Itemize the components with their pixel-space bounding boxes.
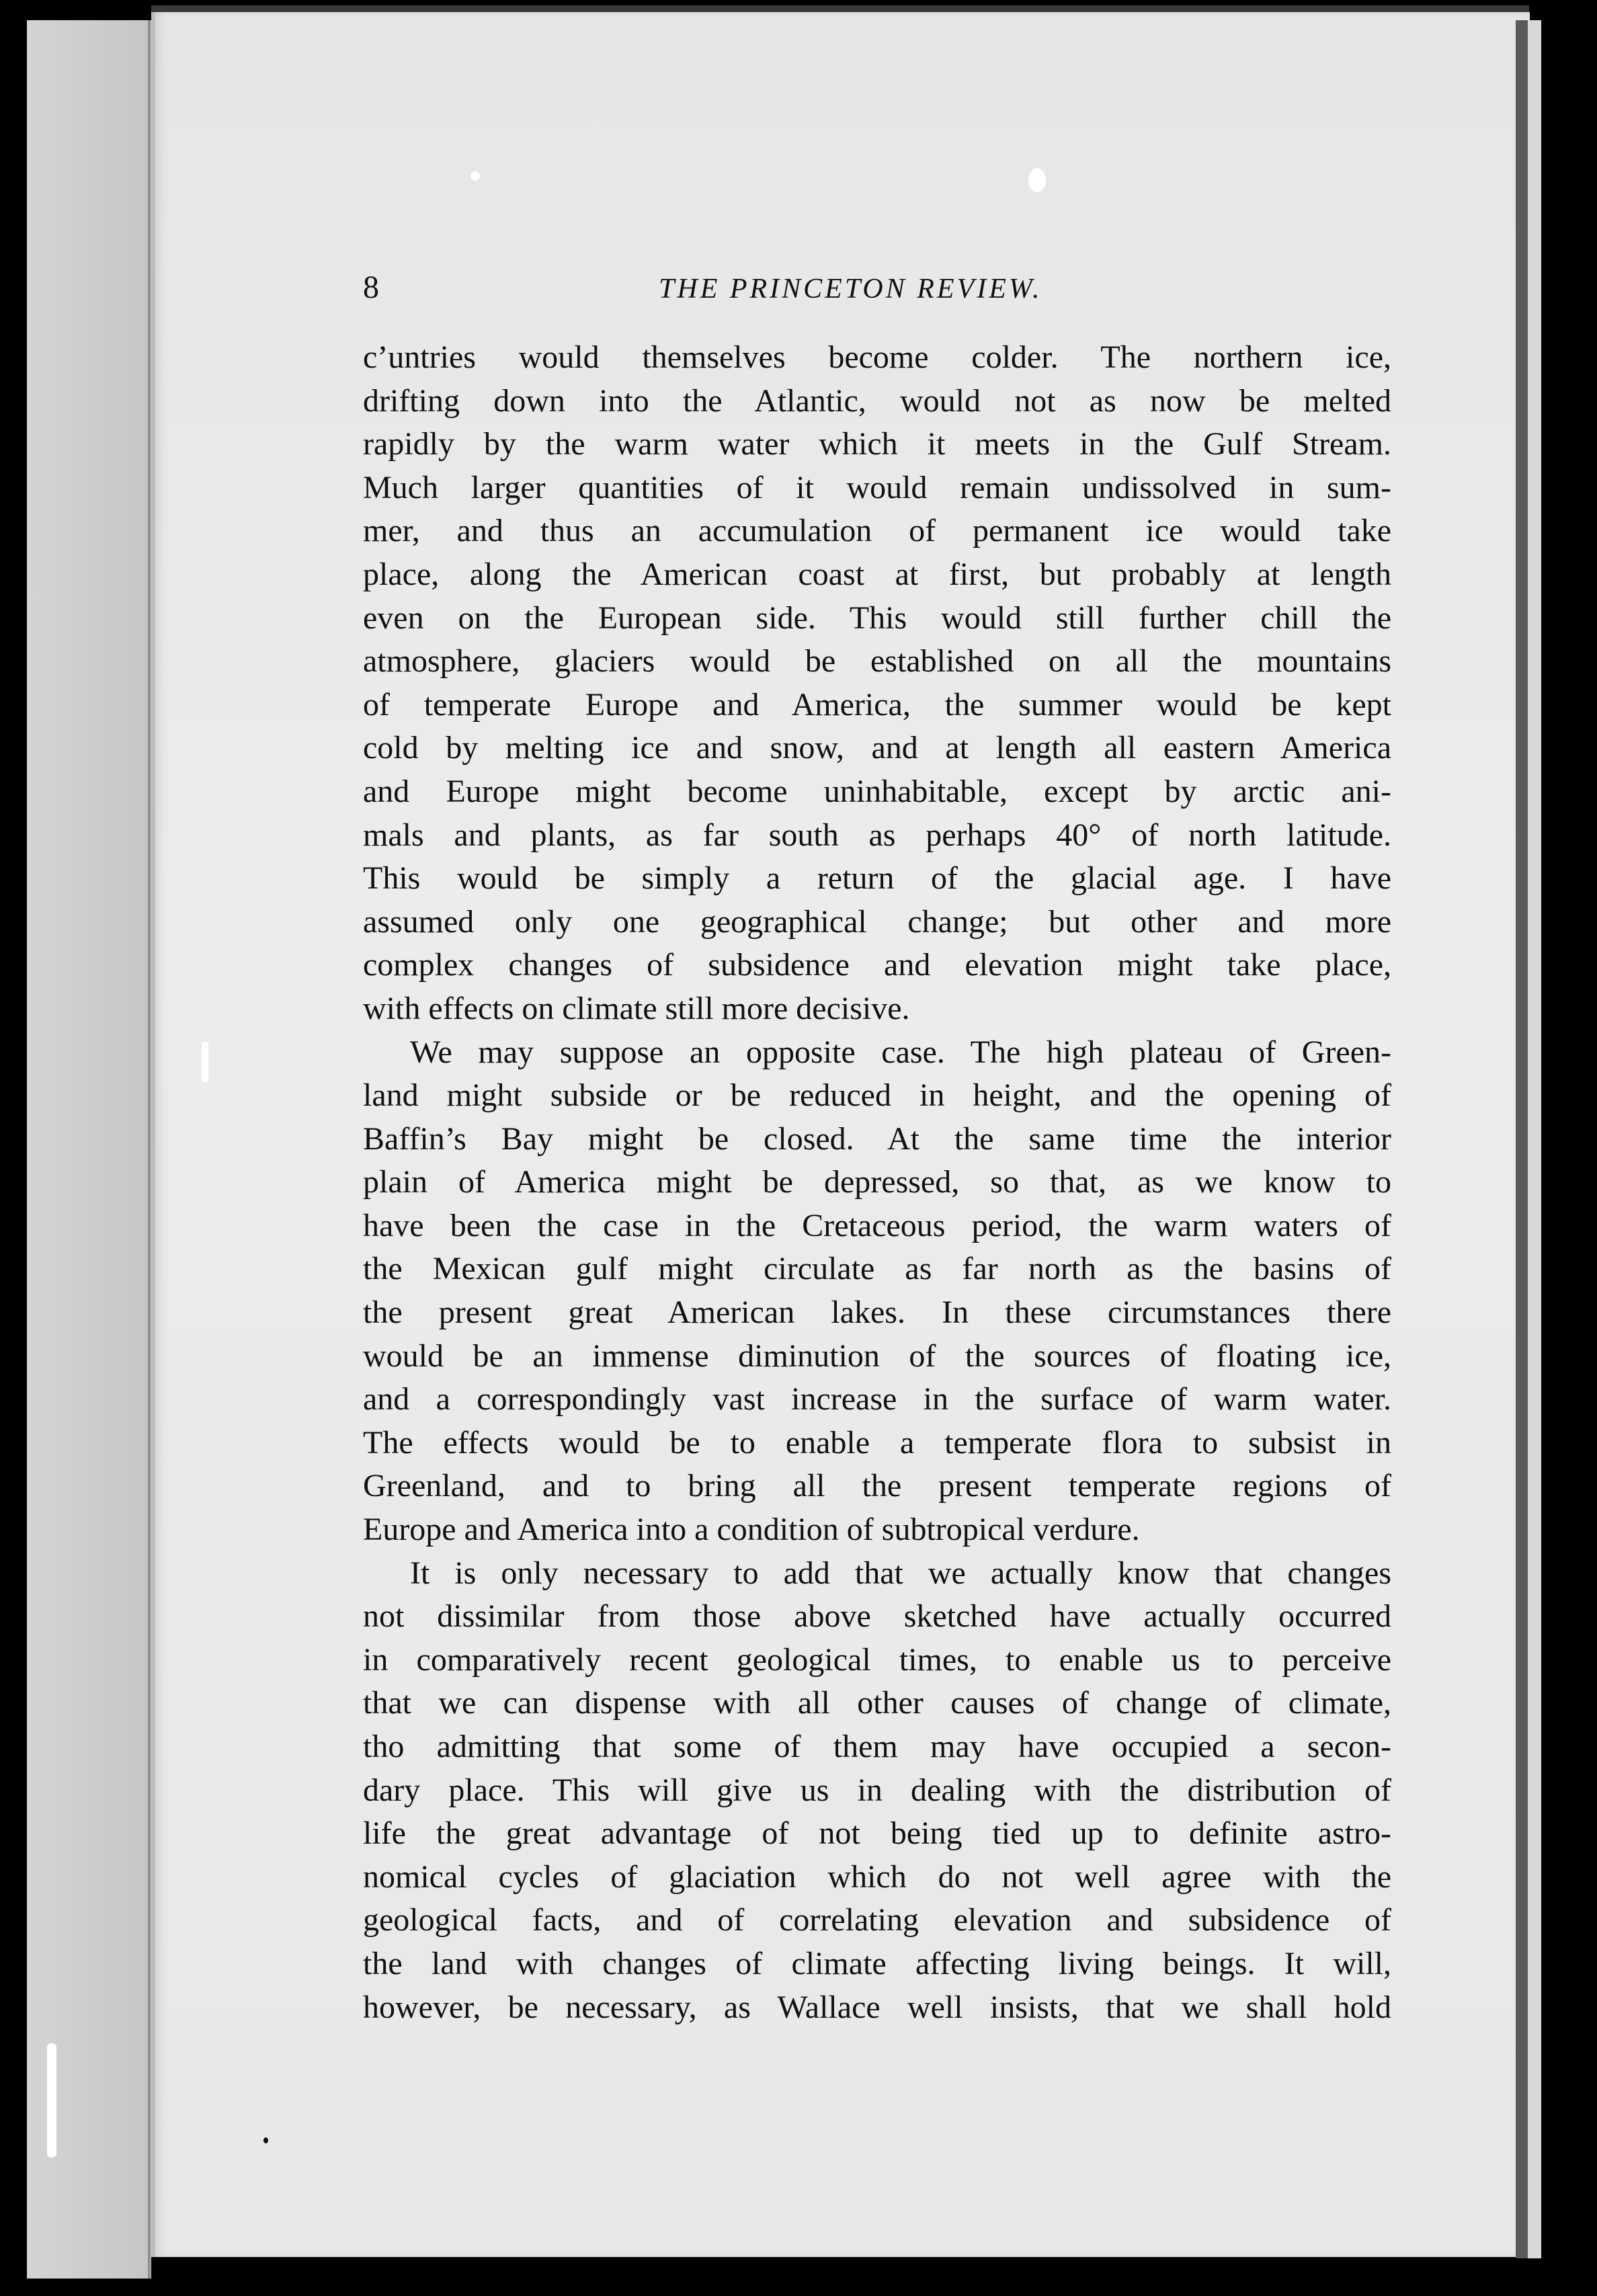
scan-artifact xyxy=(202,1042,208,1082)
text-line: rapidly by the warm water which it meets in the Gulf Stream. xyxy=(363,426,1391,462)
text-line: plain of America might be depressed, so that, as we know to xyxy=(363,1164,1391,1200)
text-line: nomical cycles of glaciation which do not well agree with the xyxy=(363,1858,1391,1895)
text-line: This would be simply a return of the glacial age. I have xyxy=(363,860,1391,897)
text-line: Greenland, and to bring all the present temperate regions of xyxy=(363,1468,1391,1504)
text-line: geological facts, and of correlating elevation and subsidence of xyxy=(363,1902,1391,1938)
text-line: c’untries would themselves become colder. The northern ice, xyxy=(363,339,1391,375)
text-line: the present great American lakes. In these circumstances there xyxy=(363,1295,1391,1331)
text-line: the Mexican gulf might circulate as far north as the basins of xyxy=(363,1251,1391,1287)
next-page-edge xyxy=(1528,20,1541,2258)
text-line: with effects on climate still more decisive. xyxy=(363,990,910,1026)
text-line: drifting down into the Atlantic, would not as now be melted xyxy=(363,382,1391,419)
text-line: place, along the American coast at first, but probably at length xyxy=(363,556,1391,592)
text-line: mer, and thus an accumulation of permanent ice would take xyxy=(363,513,1391,549)
text-line: atmosphere, glaciers would be established on all the mountains xyxy=(363,643,1391,680)
text-line: Europe and America into a condition of subtropical verdure. xyxy=(363,1512,1140,1548)
scan-artifact xyxy=(1028,168,1046,192)
running-head xyxy=(363,269,1391,316)
scan-artifact xyxy=(470,171,480,181)
paragraph-start: We may suppose an opposite case. The high plateau of Green- xyxy=(410,1034,1391,1070)
text-line: life the great advantage of not being tied up to definite astro- xyxy=(363,1815,1391,1852)
text-line: the land with changes of climate affecting living beings. It will, xyxy=(363,1945,1391,1981)
text-line: Baffin’s Bay might be closed. At the same time the interior xyxy=(363,1120,1391,1157)
text-line: and a correspondingly vast increase in the surface of warm water. xyxy=(363,1381,1391,1418)
text-line: have been the case in the Cretaceous period, the warm waters of xyxy=(363,1207,1391,1243)
text-line: Much larger quantities of it would remain undissolved in sum- xyxy=(363,469,1391,505)
left-page-stack xyxy=(27,20,151,2279)
text-line: would be an immense diminution of the sources of floating ice, xyxy=(363,1338,1391,1374)
body-text xyxy=(363,336,1391,2029)
text-line: assumed only one geographical change; but other and more xyxy=(363,903,1391,940)
text-line: that we can dispense with all other causes of change of climate, xyxy=(363,1685,1391,1721)
text-line: in comparatively recent geological times, to enable us to perceive xyxy=(363,1641,1391,1678)
binding-edge xyxy=(148,20,151,2279)
text-line: mals and plants, as far south as perhaps 40° of north latitude. xyxy=(363,817,1391,853)
text-line: The effects would be to enable a temperate flora to subsist in xyxy=(363,1424,1391,1461)
paragraph-start: It is only necessary to add that we actually know that changes xyxy=(410,1555,1391,1591)
text-line: complex changes of subsidence and elevation might take place, xyxy=(363,947,1391,983)
text-line: however, be necessary, as Wallace well insists, that we shall hold xyxy=(363,1989,1391,2025)
scan-artifact xyxy=(263,2137,268,2143)
scan-artifact xyxy=(47,2043,56,2158)
text-line: of temperate Europe and America, the summer would be kept xyxy=(363,686,1391,723)
text-line: cold by melting ice and snow, and at length all eastern America xyxy=(363,730,1391,766)
text-line: tho admitting that some of them may have occupied a secon- xyxy=(363,1729,1391,1764)
text-line: land might subside or be reduced in height, and the opening of xyxy=(363,1077,1391,1114)
text-line: even on the European side. This would still further chill the xyxy=(363,600,1391,636)
page-number: 8 xyxy=(363,270,379,305)
text-line: not dissimilar from those above sketched have actually occurred xyxy=(363,1598,1391,1635)
page-right-edge xyxy=(1516,20,1528,2258)
text-line: dary place. This will give us in dealing with the distribution of xyxy=(363,1772,1391,1808)
journal-title: THE PRINCETON REVIEW. xyxy=(659,274,1042,304)
text-line: and Europe might become uninhabitable, except by arctic ani- xyxy=(363,773,1391,809)
